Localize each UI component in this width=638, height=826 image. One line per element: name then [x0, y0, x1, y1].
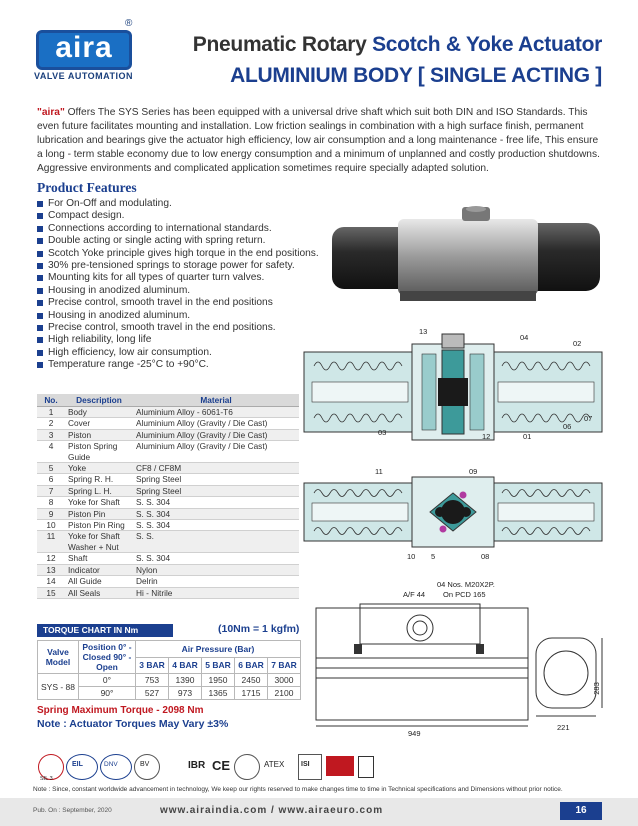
- valve-model: SYS - 88: [38, 674, 79, 700]
- table-row: 15 All Seals Hi - Nitrile: [37, 587, 299, 598]
- callout-04: 04: [520, 333, 529, 342]
- page-subtitle: ALUMINIUM BODY [ SINGLE ACTING ]: [230, 64, 602, 87]
- publication-date: Pub. On : September, 2020: [33, 807, 112, 814]
- col-valve-model: Valve Model: [38, 641, 79, 674]
- table-row: 5 Yoke CF8 / CF8M: [37, 463, 299, 474]
- feature-item: Precise control, smooth travel in the end positions: [37, 297, 319, 309]
- page-title: [193, 33, 602, 57]
- table-row: SYS - 88 0° 753 1390 1950 2450 3000: [38, 674, 301, 687]
- torque-vary-note: Note : Actuator Torques May Vary ±3%: [37, 718, 229, 730]
- table-row: 8 Yoke for Shaft S. S. 304: [37, 497, 299, 508]
- badge-icon: [326, 756, 354, 776]
- callout-06: 06: [563, 422, 572, 431]
- torque-pressure-row: 3 BAR 4 BAR 5 BAR 6 BAR 7 BAR: [38, 657, 301, 674]
- callout-03: 03: [378, 428, 387, 437]
- table-row: 4 Piston Spring Guide Aluminium Alloy (Gravity / Die Cast): [37, 441, 299, 463]
- col-material: Material: [133, 394, 299, 407]
- feature-item: For On-Off and modulating.: [37, 198, 319, 210]
- section-drawing-single: [302, 330, 607, 455]
- badge-icon: [358, 756, 374, 778]
- feature-item: Scotch Yoke principle gives high torque in the end positions.: [37, 248, 319, 260]
- cert-ce: CE: [212, 758, 231, 773]
- torque-unit-note: (10Nm = 1 kgfm): [218, 623, 300, 635]
- max-torque: Spring Maximum Torque - 2098 Nm: [37, 705, 204, 716]
- callout-07: 07: [584, 414, 593, 423]
- dim-length: 949: [408, 729, 421, 738]
- feature-item: High reliability, long life: [37, 334, 319, 346]
- col-no: No.: [37, 394, 65, 407]
- table-row: 6 Spring R. H. Spring Steel: [37, 474, 299, 485]
- section-drawing-horizontal: [302, 475, 607, 550]
- torque-header-row: [38, 641, 301, 658]
- features-list: [37, 198, 319, 372]
- callout-02: 02: [573, 339, 582, 348]
- table-row: 10 Piston Pin Ring S. S. 304: [37, 520, 299, 531]
- title-part2: Scotch & Yoke Actuator: [372, 33, 602, 56]
- col-air-pressure: Air Pressure (Bar): [136, 641, 301, 658]
- callout-08: 08: [481, 552, 490, 561]
- feature-item: High efficiency, low air consumption.: [37, 347, 319, 359]
- logo-subtitle: VALVE AUTOMATION: [34, 71, 133, 81]
- page-number: 16: [560, 802, 602, 820]
- table-row: 3 Piston Aluminium Alloy (Gravity / Die Cast): [37, 429, 299, 440]
- callout-11: 11: [375, 467, 383, 476]
- table-row: 2 Cover Aluminium Alloy (Gravity / Die Cast): [37, 418, 299, 429]
- callout-09: 09: [469, 467, 478, 476]
- table-row: 11 Yoke for Shaft Washer + Nut S. S.: [37, 531, 299, 553]
- table-row: 1 Body Aluminium Alloy - 6061-T6: [37, 407, 299, 418]
- certification-logos: [36, 754, 566, 782]
- dim-height: 283: [591, 682, 601, 695]
- cert-label: BV: [140, 761, 150, 768]
- feature-item: Compact design.: [37, 210, 319, 222]
- footer-note: Note : Since, constant worldwide advancement in technology, We keep our rights reserved to make changes time to time in Technical specifications and Dimensions without prior notice.: [33, 786, 563, 793]
- table-row: 90° 527 973 1365 1715 2100: [38, 687, 301, 700]
- feature-item: Precise control, smooth travel in the end positions.: [37, 322, 319, 334]
- dim-width: 221: [557, 723, 570, 732]
- dimension-drawing: [300, 598, 610, 743]
- cert-icon: [234, 754, 260, 780]
- table-row: 9 Piston Pin S. S. 304: [37, 508, 299, 519]
- feature-item: Double acting or single acting with spring return.: [37, 235, 319, 247]
- cert-ibr: IBR: [188, 760, 206, 771]
- dim-pcd: On PCD 165: [443, 590, 486, 599]
- callout-5: 5: [431, 552, 436, 561]
- table-header-row: [37, 394, 299, 407]
- material-table: [37, 394, 299, 599]
- intro-brand: "aira": [37, 107, 65, 118]
- callout-10: 10: [407, 552, 416, 561]
- feature-item: Connections according to international standards.: [37, 223, 319, 235]
- feature-item: Mounting kits for all types of quarter turn valves.: [37, 272, 319, 284]
- torque-table: [37, 640, 301, 700]
- dim-af: A/F 44: [403, 590, 426, 599]
- col-position: Position 0° - Closed 90° - Open: [79, 641, 136, 674]
- callout-13: 13: [419, 327, 428, 336]
- torque-heading: TORQUE CHART IN Nm: [37, 624, 173, 637]
- table-row: 12 Shaft S. S. 304: [37, 553, 299, 564]
- feature-item: Temperature range -25°C to +90°C.: [37, 359, 319, 371]
- dim-bolts: 04 Nos. M20X2P.: [437, 580, 495, 589]
- feature-item: 30% pre-tensioned springs to storage power for safety.: [37, 260, 319, 272]
- col-description: Description: [65, 394, 133, 407]
- features-title: Product Features: [37, 180, 137, 195]
- table-row: 13 Indicator Nylon: [37, 564, 299, 575]
- cert-label: EIL: [72, 761, 83, 768]
- feature-item: Housing in anodized aluminum.: [37, 310, 319, 322]
- callout-12: 12: [482, 432, 491, 441]
- feature-item: Housing in anodized aluminum.: [37, 285, 319, 297]
- intro-paragraph: [37, 106, 603, 176]
- cert-label: DNV: [104, 761, 118, 768]
- table-row: 14 All Guide Delrin: [37, 576, 299, 587]
- cert-isi: ISI: [301, 761, 310, 768]
- callout-01: 01: [523, 432, 532, 441]
- logo-text: aira: [55, 31, 113, 64]
- intro-text: Offers The SYS Series has been equipped with a universal drive shaft which suit both DIN and ISO Standards. This even future facilitates mounting and installation. Low friction sealings in combination with a high surface finish, permanent lubrication and bearings give the actuator high efficiency, low air consumption and a long maintenance - free life, This ensure a long - term stable economy due to low energy consumption and a minimum of unplanned and costly production shutdowns. Aggressive environments and complicated application sometimes require specially adapted solution.: [37, 107, 600, 174]
- actuator-photo: [330, 205, 605, 310]
- registered-mark: ®: [125, 18, 133, 29]
- cert-label: SIL 3: [40, 776, 53, 782]
- title-part1: Pneumatic Rotary: [192, 33, 373, 56]
- cert-atex: ATEX: [264, 760, 285, 769]
- table-row: 7 Spring L. H. Spring Steel: [37, 485, 299, 496]
- website-links[interactable]: www.airaindia.com / www.airaeuro.com: [160, 805, 384, 816]
